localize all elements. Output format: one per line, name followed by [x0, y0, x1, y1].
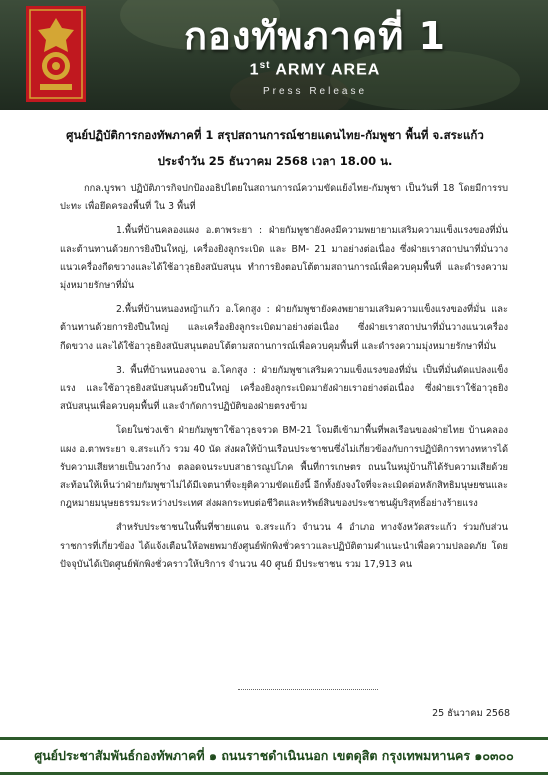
- title-line-2: ประจำวัน 25 ธันวาคม 2568 เวลา 18.00 น.: [157, 154, 393, 168]
- footer-address: ศูนย์ประชาสัมพันธ์กองทัพภาคที่ ๑ ถนนราชดำเนินนอก เขตดุสิต กรุงเทพมหานคร ๑๐๓๐๐: [34, 748, 514, 763]
- footer-rule-bottom: [0, 772, 548, 775]
- document-date: 25 ธันวาคม 2568: [432, 708, 510, 719]
- press-release-label: Press Release: [262, 86, 368, 97]
- paragraph-intro: กกล.บูรพา ปฏิบัติภารกิจปกป้องอธิปไตยในสถานการณ์ความขัดแย้งไทย-กัมพูชา เป็นวันที่ 18 โดยมีการรบปะทะ เพื่อยึดครองพื้นที่ ใน 3 พื้นที่: [60, 183, 508, 213]
- document-body: [60, 180, 508, 580]
- paragraph-area-2: 2.พื้นที่บ้านหนองหญ้าแก้ว อ.โคกสูง : ฝ่ายกัมพูชายังคงพยายามเสริมความแข็งแรงของที่มั่น และต้านทานด้วยการยิงปืนใหญ่ และเครื่องยิงลูกระเบิดมาอย่างต่อเนื่อง ซึ่งฝ่ายเราสถาปนาที่มั่นวางแนวเครื่องกีดขวาง และได้ใช้อาวุธยิงสนับสนุนตอบโต้ตามสถานการณ์เพื่อควบคุมพื้นที่ และดำรงความมุ่งหมายรักษาที่มั่น: [60, 304, 508, 352]
- paragraph-area-3: 3. พื้นที่บ้านหนองจาน อ.โคกสูง : ฝ่ายกัมพูชาเสริมความแข็งแรงของที่มั่น เป็นที่มั่นดัดแปลงแข็งแรง และใช้อาวุธยิงสนับสนุนด้วยปืนใหญ่ เครื่องยิงลูกระเบิดมายังฝ่ายเราอย่างต่อเนื่อง ซึ่งฝ่ายเราใช้อาวุธยิงสนับสนุนเพื่อควบคุมพื้นที่ และจำกัดการปฏิบัติของฝ่ายตรงข้าม: [60, 364, 508, 413]
- camo-pattern: [330, 50, 520, 110]
- title-line-1: ศูนย์ปฏิบัติการกองทัพภาคที่ 1 สรุปสถานการณ์ชายแดนไทย-กัมพูชา พื้นที่ จ.สระแก้ว: [66, 128, 484, 142]
- header-banner: [0, 0, 548, 110]
- paragraph-shelters: สำหรับประชาชนในพื้นที่ชายแดน จ.สระแก้ว จำนวน 4 อำเภอ ทางจังหวัดสระแก้ว ร่วมกับส่วนราชการที่เกี่ยวข้อง ได้แจ้งเตือนให้อพยพมายังศูนย์พักพิงชั่วคราวและปฏิบัติตามคำแนะนำเพื่อความปลอดภัย โดยปัจจุบันได้เปิดศูนย์พักพิงชั่วคราวให้บริการ จำนวน 40 ศูนย์ มีประชาชน รวม 17,913 คน: [60, 522, 508, 570]
- document-title: [40, 122, 510, 174]
- header-title: กองทัพภาคที่ 1: [183, 14, 446, 58]
- paragraph-bm21-attack: โดยในช่วงเช้า ฝ่ายกัมพูชาใช้อาวุธจรวด BM-21 โจมตีเข้ามาพื้นที่พลเรือนของฝ่ายไทย บ้านคลองแผง อ.ตาพระยา จ.สระแก้ว รวม 40 นัด ส่งผลให้บ้านเรือนประชาชนซึ่งไม่เกี่ยวข้องกับการปฏิบัติการทางทหารได้รับความเสียหายเป็นวงกว้าง ตลอดจนระบบสาธารณูปโภค พื้นที่การเกษตร ถนนในหมู่บ้านก็ได้รับความเสียด้วย สะท้อนให้เห็นว่าฝ่ายกัมพูชาไม่ได้มีเจตนาที่จะยุติความขัดแย้งนี้ อีกทั้งยังจงใจที่จะละเมิดต่อหลักสิทธิมนุษยชนและกฎหมายมนุษยธรรมระหว่างประเทศ ส่งผลกระทบต่อชีวิตและทรัพย์สินของประชาชนผู้บริสุทธิ์อย่างร้ายแรง: [60, 425, 508, 510]
- dotted-divider: [238, 688, 378, 690]
- paragraph-area-1: 1.พื้นที่บ้านคลองแผง อ.ตาพระยา : ฝ่ายกัมพูชายังคงมีความพยายามเสริมความแข็งแรงของที่มั่น และต้านทานด้วยการยิงปืนใหญ่, เครื่องยิงลูกระเบิด และ BM- 21 มาอย่างต่อเนื่อง ซึ่งฝ่ายเราสถาปนาที่มั่นวางแนวเครื่องกีดขวางและได้ใช้อาวุธยิงสนับสนุน ทำการยิงตอบโต้ตามสถานการณ์เพื่อควบคุมพื้นที่ และดำรงความมุ่งหมายรักษาที่มั่น: [60, 225, 508, 292]
- header-subtitle: 1st ARMY AREA: [249, 60, 381, 79]
- army-emblem-icon: [26, 6, 86, 102]
